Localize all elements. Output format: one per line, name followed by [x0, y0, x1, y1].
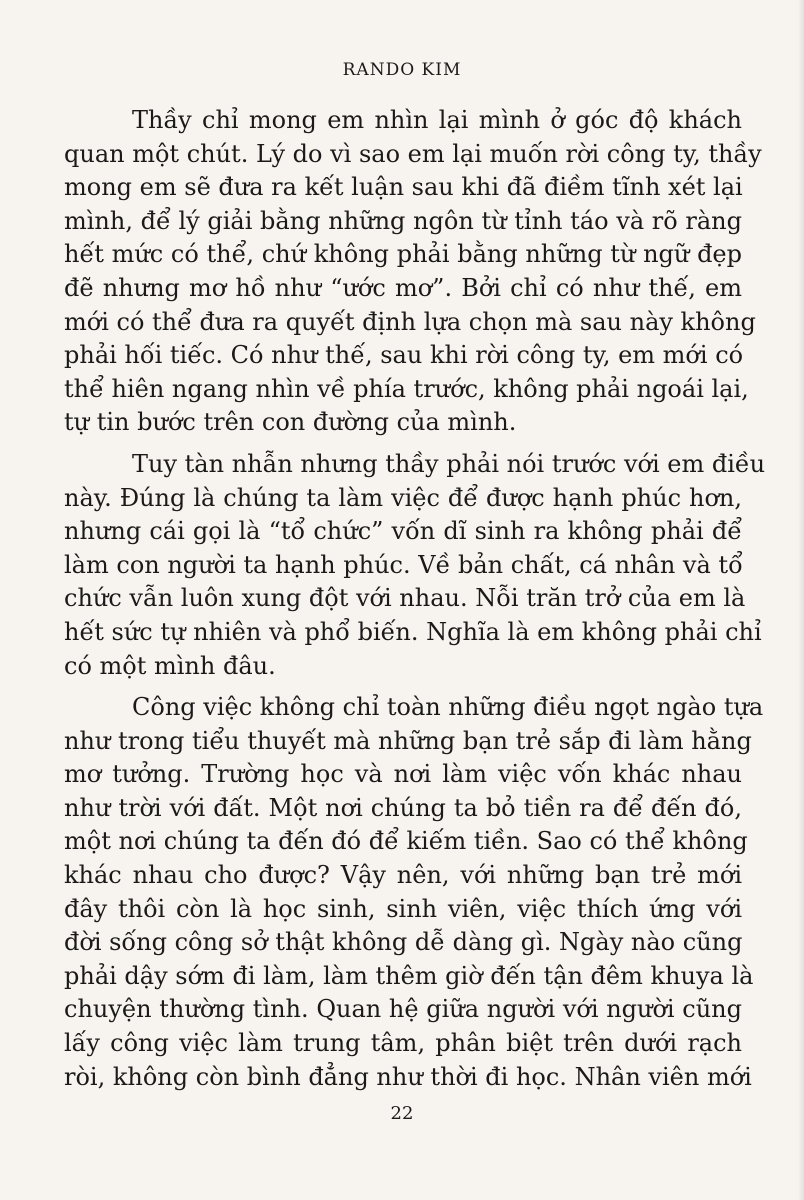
text-line: một nơi chúng ta đến đó để kiếm tiền. Sao có thể không [64, 827, 748, 856]
text-line: này. Đúng là chúng ta làm việc để được hạnh phúc hơn, [64, 483, 742, 512]
text-line: quan một chút. Lý do vì sao em lại muốn rời công ty, thầy [64, 139, 762, 168]
body-text [64, 104, 766, 1094]
text-line: nhưng cái gọi là “tổ chức” vốn dĩ sinh ra không phải để [64, 517, 742, 546]
text-line: phải hối tiếc. Có như thế, sau khi rời công ty, em mới có [64, 341, 744, 370]
text-line: làm con người ta hạnh phúc. Về bản chất, cá nhân và tổ [64, 550, 743, 579]
text-line: chức vẫn luôn xung đột với nhau. Nỗi trăn trở của em là [64, 584, 746, 613]
text-line: khác nhau cho được? Vậy nên, với những bạn trẻ mới [64, 861, 742, 890]
text-line: mới có thể đưa ra quyết định lựa chọn mà sau này không [64, 307, 756, 336]
text-line: Công việc không chỉ toàn những điều ngọt ngào tựa [132, 693, 764, 722]
text-line: hết mức có thể, chứ không phải bằng những từ ngữ đẹp [64, 240, 742, 269]
text-line: đây thôi còn là học sinh, sinh viên, việc thích ứng với [64, 894, 742, 923]
running-header: RANDO KIM [342, 60, 462, 80]
text-line: tự tin bước trên con đường của mình. [64, 408, 517, 437]
text-line: phải dậy sớm đi làm, làm thêm giờ đến tận đêm khuya là [64, 961, 754, 990]
text-line: Thầy chỉ mong em nhìn lại mình ở góc độ khách [132, 106, 742, 134]
text-line: như trong tiểu thuyết mà những bạn trẻ sắp đi làm hằng [64, 726, 752, 755]
text-line: hết sức tự nhiên và phổ biến. Nghĩa là em không phải chỉ [64, 617, 762, 646]
text-line: ròi, không còn bình đẳng như thời đi học. Nhân viên mới [64, 1062, 752, 1091]
page-number: 22 [390, 1103, 414, 1124]
text-line: lấy công việc làm trung tâm, phân biệt trên dưới rạch [64, 1029, 742, 1058]
text-line: đẽ nhưng mơ hồ như “ước mơ”. Bởi chỉ có như thế, em [64, 273, 742, 302]
text-line: thể hiên ngang nhìn về phía trước, không phải ngoái lại, [64, 374, 749, 403]
page-edge-shadow [798, 0, 804, 1200]
text-line: Tuy tàn nhẫn nhưng thầy phải nói trước với em điều [132, 449, 766, 478]
text-line: mơ tưởng. Trường học và nơi làm việc vốn khác nhau [64, 760, 742, 789]
paragraph-3 [64, 691, 764, 1094]
text-line: chuyện thường tình. Quan hệ giữa người với người cũng [64, 995, 742, 1024]
paragraph-2 [64, 448, 766, 683]
text-line: mình, để lý giải bằng những ngôn từ tỉnh táo và rõ ràng [64, 206, 742, 235]
text-line: như trời với đất. Một nơi chúng ta bỏ tiền ra để đến đó, [64, 793, 742, 822]
text-line: mong em sẽ đưa ra kết luận sau khi đã điềm tĩnh xét lại [64, 173, 743, 202]
paragraph-1 [64, 104, 762, 440]
text-line: có một mình đâu. [64, 651, 276, 680]
text-line: đời sống công sở thật không dễ dàng gì. Ngày nào cũng [64, 928, 743, 957]
